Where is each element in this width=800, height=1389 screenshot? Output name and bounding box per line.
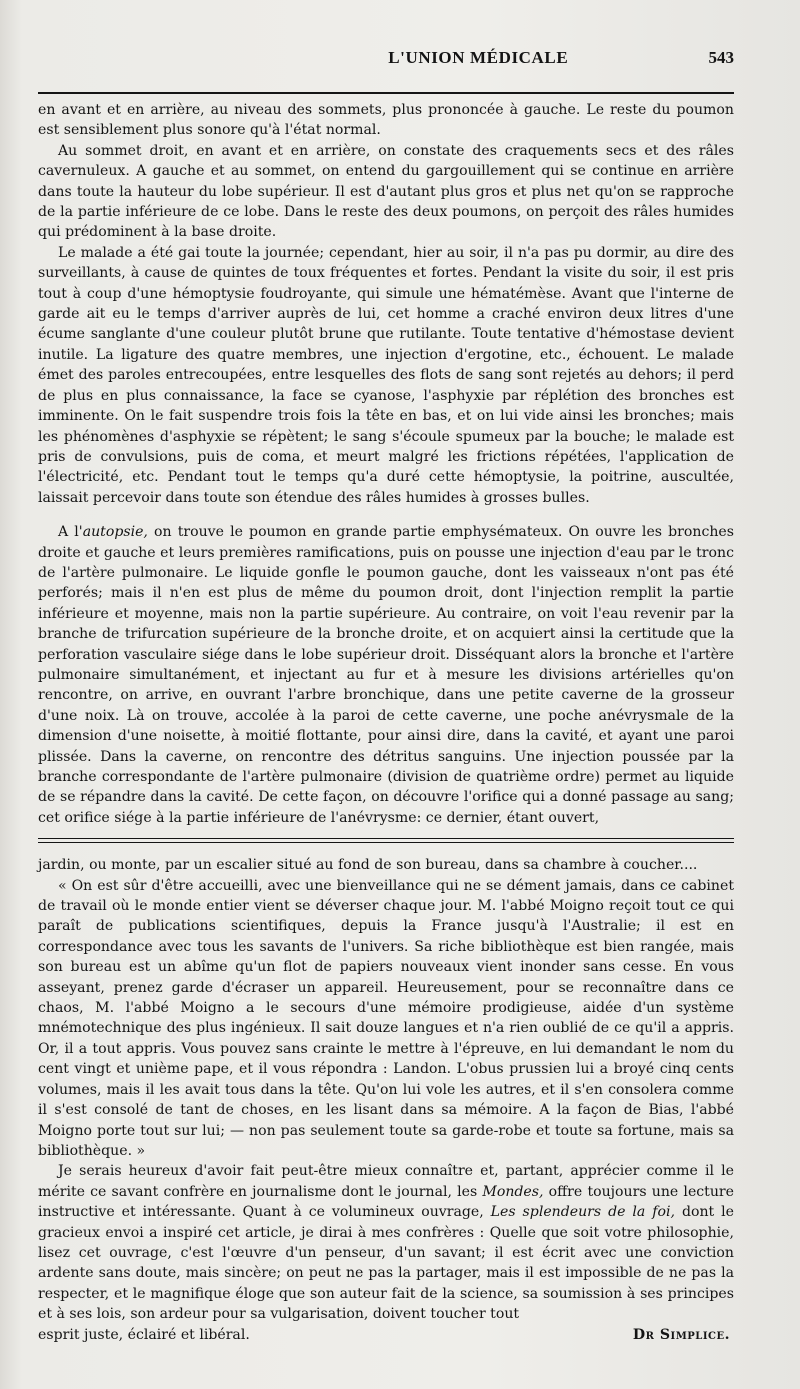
paragraph: en avant et en arrière, au niveau des sommets, plus prononcée à gauche. Le reste du poumon est sensiblement plus sonore qu'à l'état normal. (38, 102, 734, 139)
closing-text: offre toujours une lecture instructive et intéressante. Quant à ce volumineux ouvrage, (38, 1183, 734, 1221)
paragraph: jardin, ou monte, par un escalier situé au fond de son bureau, dans sa chambre à coucher.... (38, 857, 698, 874)
closing-last-line: esprit juste, éclairé et libéral. (38, 1326, 250, 1343)
closing-text: dont le gracieux envoi a inspiré cet article, je dirai à mes confrères : Quelle que soit votre philosophie, lisez cet ouvrage, c'est l'œuvre d'un penseur, d'un savant; il est écrit avec une conviction ardente sans doute, mais sincère; on peut ne pas la partager, mais il est impossible de ne pas la respecter, et le magnifique éloge que son auteur fait de la science, sa soumission à ses principes et à ses lois, son ardeur pour sa vulgarisation, doivent toucher tout (38, 1204, 734, 1323)
author-signature: Dr Simplice. (632, 1326, 730, 1343)
case-report-section (38, 100, 734, 828)
book-title: Les splendeurs de la foi, (490, 1204, 675, 1221)
feuilleton-separator (38, 838, 734, 843)
journal-name-mondes: Mondes, (482, 1183, 544, 1200)
closing-text: Je serais heureux d'avoir fait peut-être mieux connaître et, partant, apprécier comme il le mérite ce savant confrère en journalisme dont le journal, les (38, 1163, 734, 1200)
feuilleton-section (38, 855, 734, 1345)
autopsy-word: autopsie, (82, 524, 148, 541)
paragraph: Au sommet droit, en avant et en arrière, on constate des craquements secs et des râles cavernuleux. A gauche et au sommet, on entend du gargouillement qui se continue en arrière dans toute la hauteur du lobe supérieur. Il est d'autant plus gros et plus net qu'on se rapproche de la partie inférieure de ce lobe. Dans le reste des deux poumons, on perçoit des râles humides qui prédominent à la base droite. (38, 142, 734, 241)
signature-line (38, 1325, 734, 1345)
closing-paragraph (38, 1161, 734, 1324)
header-rule (38, 92, 734, 94)
autopsy-paragraph (38, 522, 734, 828)
autopsy-text: on trouve le poumon en grande partie emphysémateux. On ouvre les bronches droite et gauche et leurs premières ramifications, puis on pousse une injection d'eau par le tronc de l'artère pulmonaire. Le liquide gonfle le poumon gauche, dont les vaisseaux n'ont pas été perforés; mais il n'en est plus de même du poumon droit, dont l'injection remplit la partie inférieure et moyenne, mais non la partie supérieure. Au contraire, on voit l'eau revenir par la branche de trifurcation supérieure de la bronche droite, et on acquiert ainsi la certitude que la perforation vasculaire siége dans le lobe supérieur droit. Disséquant alors la bronche et l'artère pulmonaire simultanément, et injectant au fur et à mesure les divisions artérielles qu'on rencontre, on arrive, en ouvrant l'arbre bronchique, dans une petite caverne de la grosseur d'une noix. Là on trouve, accolée à la paroi de cette caverne, une poche anévrysmale de la dimension d'une noisette, à moitié flottante, pour ainsi dire, dans la cavité, et ayant une paroi plissée. Dans la caverne, on rencontre des détritus sanguins. Une injection poussée par la branche correspondante de l'artère pulmonaire (division de quatrième ordre) permet au liquide de se répandre dans la cavité. De cette façon, on découvre l'orifice qui a donné passage au sang; cet orifice siége à la partie inférieure de l'anévrysme: ce dernier, étant ouvert, (38, 524, 734, 826)
paragraph: Le malade a été gai toute la journée; cependant, hier au soir, il n'a pas pu dormir, au dire des surveillants, à cause de quintes de toux fréquentes et fortes. Pendant la visite du soir, il est pris tout à coup d'une hémoptysie foudroyante, qui simule une hématémèse. Avant que l'interne de garde ait eu le temps d'arriver auprès de lui, cet homme a craché environ deux litres d'une écume sanglante d'une couleur plutôt brune que rutilante. Toute tentative d'hémostase devient inutile. La ligature des quatre membres, une injection d'ergotine, etc., échouent. Le malade émet des paroles entrecoupées, entre lesquelles des flots de sang sont rejetés au dehors; il perd de plus en plus connaissance, la face se cyanose, l'asphyxie par réplétion des bronches est imminente. On le fait suspendre trois fois la tête en bas, et on lui vide ainsi les bronches; mais les phénomènes d'asphyxie se répètent; le sang s'écoule spumeux par la bouche; le malade est pris de convulsions, puis de coma, et meurt malgré les frictions répétées, l'application de l'électricité, etc. Pendant tout le temps qu'a duré cette hémoptysie, la poitrine, auscultée, laissait percevoir dans toute son étendue des râles humides à grosses bulles. (38, 244, 734, 506)
journal-title: L'UNION MÉDICALE (388, 48, 569, 67)
autopsy-prefix: A l' (58, 524, 83, 541)
running-header (38, 48, 734, 86)
quote-paragraph: « On est sûr d'être accueilli, avec une bienveillance qui ne se dément jamais, dans ce cabinet de travail où le monde entier vient se déverser chaque jour. M. l'abbé Moigno reçoit tout ce qui paraît de publications scientifiques, depuis la France jusqu'à l'Australie; il est en correspondance avec tous les savants de l'univers. Sa riche bibliothèque est bien rangée, mais son bureau est un abîme qu'un flot de papiers nouveaux vient inonder sans cesse. En vous asseyant, prenez garde d'écraser un appareil. Heureusement, pour se reconnaître dans ce chaos, M. l'abbé Moigno a le secours d'une mémoire prodigieuse, aidée d'un système mnémotechnique des plus ingénieux. Il sait douze langues et n'a rien oublié de ce qu'il a appris. Or, il a tout appris. Vous pouvez sans crainte le mettre à l'épreuve, en lui demandant le nom du cent vingt et unième pape, et il vous répondra : Landon. L'obus prussien lui a broyé cinq cents volumes, mais il les avait tous dans la tête. Qu'on lui vole les autres, et il s'en consolera comme il s'est consolé de tant de choses, en les lisant dans sa mémoire. A la façon de Bias, l'abbé Moigno porte tout sur lui; — non pas seulement toute sa garde-robe et toute sa fortune, mais sa bibliothèque. » (38, 877, 734, 1159)
page-number: 543 (708, 48, 734, 67)
